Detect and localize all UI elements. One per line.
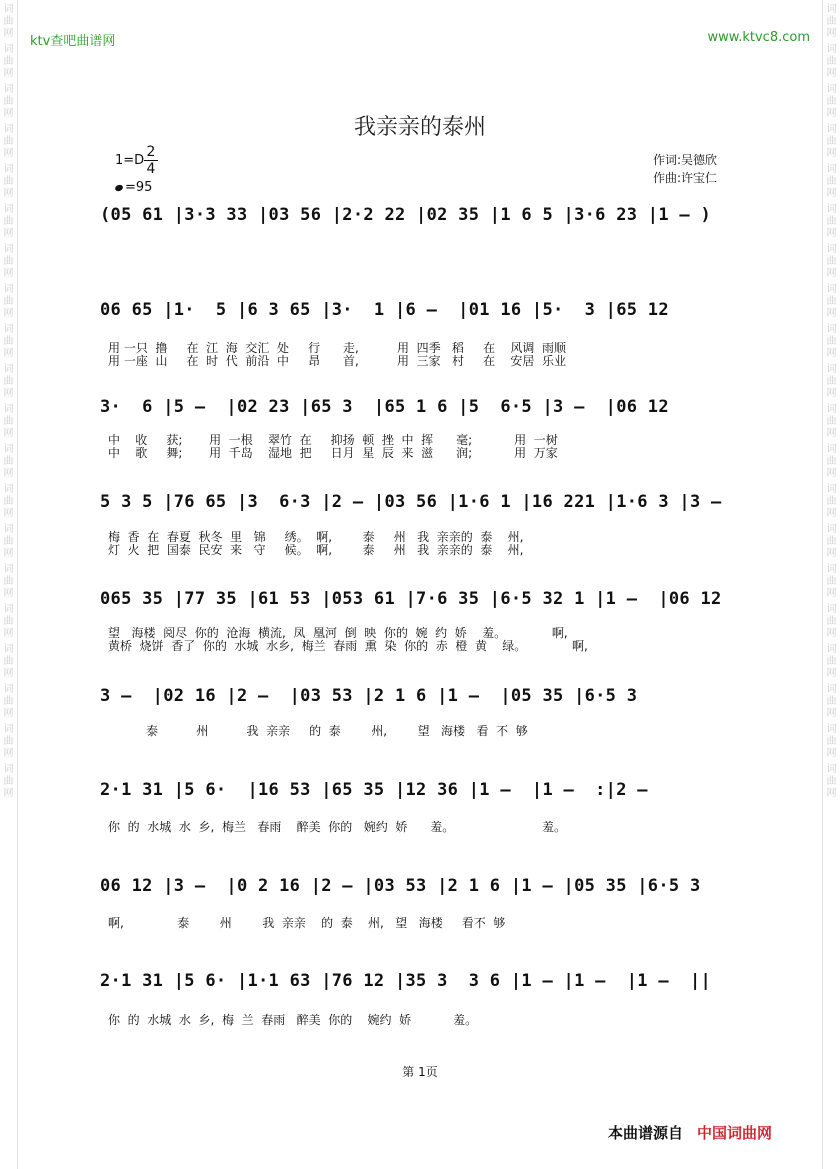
tempo-marking bbox=[115, 180, 152, 195]
song-title: 我亲亲的泰州 bbox=[353, 115, 486, 140]
watermark-text: 词曲网 bbox=[3, 484, 14, 519]
watermark-text: 词曲网 bbox=[826, 764, 837, 799]
score-line-notes: 06 12 |3 – |0 2 16 |2 – |03 53 |2 1 6 |1 – |05 35 |6·5 3 bbox=[100, 876, 701, 896]
watermark-text: 词曲网 bbox=[826, 524, 837, 559]
watermark-text: 词曲网 bbox=[3, 524, 14, 559]
lyric-line: 梅 香 在 春夏 秋冬 里 锦 绣。 啊, 泰 州 我 亲亲的 泰 州, bbox=[108, 530, 524, 544]
source-label: 本曲谱源自 bbox=[608, 1124, 684, 1142]
watermark-text: 词曲网 bbox=[3, 44, 14, 79]
watermark-text: 词曲网 bbox=[3, 724, 14, 759]
source-credit bbox=[608, 1122, 772, 1143]
source-site-right[interactable]: www.ktvc8.com bbox=[707, 30, 810, 45]
left-watermark-strip bbox=[0, 0, 18, 1169]
score-line-notes: 06 65 |1· 5 |6 3 65 |3· 1 |6 – |01 16 |5· 3 |65 12 bbox=[100, 300, 669, 320]
watermark-text: 词曲网 bbox=[3, 564, 14, 599]
watermark-text: 词曲网 bbox=[826, 404, 837, 439]
watermark-text: 词曲网 bbox=[826, 124, 837, 159]
watermark-text: 词曲网 bbox=[3, 604, 14, 639]
lyric-line: 灯 火 把 国泰 民安 来 守 候。 啊, 泰 州 我 亲亲的 泰 州, bbox=[108, 543, 524, 557]
source-site-left[interactable]: ktv查吧曲谱网 bbox=[30, 34, 116, 49]
score-line-notes: 3· 6 |5 – |02 23 |65 3 |65 1 6 |5 6·5 |3 – |06 12 bbox=[100, 397, 669, 417]
watermark-text: 词曲网 bbox=[826, 604, 837, 639]
watermark-text: 词曲网 bbox=[826, 444, 837, 479]
watermark-text: 词曲网 bbox=[3, 244, 14, 279]
lyric-line: 中 歌 舞; 用 千岛 湿地 把 日月 星 辰 来 滋 润; 用 万家 bbox=[108, 446, 558, 460]
lyric-line: 用 一座 山 在 时 代 前沿 中 昂 首, 用 三家 村 在 安居 乐业 bbox=[108, 354, 566, 368]
lyric-line: 望 海楼 阅尽 你的 沧海 横流, 凤 凰河 倒 映 你的 婉 约 娇 羞。 啊, bbox=[108, 626, 568, 640]
watermark-text: 词曲网 bbox=[3, 444, 14, 479]
watermark-text: 词曲网 bbox=[826, 4, 837, 39]
watermark-text: 词曲网 bbox=[826, 284, 837, 319]
right-watermark-strip bbox=[822, 0, 840, 1169]
lyric-line: 啊, 泰 州 我 亲亲 的 泰 州, 望 海楼 看不 够 bbox=[108, 916, 506, 930]
watermark-text: 词曲网 bbox=[826, 564, 837, 599]
watermark-text: 词曲网 bbox=[826, 324, 837, 359]
watermark-text: 词曲网 bbox=[3, 324, 14, 359]
key-signature: 1=D bbox=[115, 153, 145, 168]
lyric-line: 用 一只 撸 在 江 海 交汇 处 行 走, 用 四季 稻 在 风调 雨顺 bbox=[108, 341, 566, 355]
meter-top: 2 bbox=[146, 144, 156, 160]
score-line-notes: (05 61 |3·3 33 |03 56 |2·2 22 |02 35 |1 6 5 |3·6 23 |1 – ) bbox=[100, 205, 712, 225]
score-line-notes: 2·1 31 |5 6· |16 53 |65 35 |12 36 |1 – |1 – :|2 – bbox=[100, 780, 648, 800]
source-name[interactable]: 中国词曲网 bbox=[697, 1124, 773, 1142]
watermark-text: 词曲网 bbox=[826, 644, 837, 679]
time-signature bbox=[144, 144, 158, 177]
score-line-notes: 065 35 |77 35 |61 53 |053 61 |7·6 35 |6·5 32 1 |1 – |06 12 bbox=[100, 589, 722, 609]
watermark-text: 词曲网 bbox=[3, 4, 14, 39]
watermark-text: 词曲网 bbox=[3, 644, 14, 679]
watermark-text: 词曲网 bbox=[3, 204, 14, 239]
score-line-notes: 3 – |02 16 |2 – |03 53 |2 1 6 |1 – |05 35 |6·5 3 bbox=[100, 686, 638, 706]
watermark-text: 词曲网 bbox=[826, 44, 837, 79]
lyricist: 作词:吴德欣 bbox=[653, 153, 718, 167]
watermark-text: 词曲网 bbox=[826, 484, 837, 519]
lyric-line: 泰 州 我 亲亲 的 泰 州, 望 海楼 看 不 够 bbox=[108, 724, 528, 738]
page-number: 第 1页 bbox=[402, 1065, 438, 1079]
lyric-line: 你 的 水城 水 乡, 梅兰 春雨 醉美 你的 婉约 娇 羞。 羞。 bbox=[108, 820, 566, 834]
lyric-line: 黄桥 烧饼 香了 你的 水城 水乡, 梅兰 春雨 熏 染 你的 赤 橙 黄 绿。 啊, bbox=[108, 639, 588, 653]
tempo-value: =95 bbox=[125, 180, 153, 195]
watermark-text: 词曲网 bbox=[826, 684, 837, 719]
watermark-text: 词曲网 bbox=[3, 284, 14, 319]
watermark-text: 词曲网 bbox=[826, 84, 837, 119]
watermark-text: 词曲网 bbox=[3, 764, 14, 799]
watermark-text: 词曲网 bbox=[3, 124, 14, 159]
lyric-line: 你 的 水城 水 乡, 梅 兰 春雨 醉美 你的 婉约 娇 羞。 bbox=[108, 1013, 478, 1027]
watermark-text: 词曲网 bbox=[826, 204, 837, 239]
watermark-text: 词曲网 bbox=[826, 164, 837, 199]
meter-bottom: 4 bbox=[146, 161, 156, 177]
watermark-text: 词曲网 bbox=[826, 364, 837, 399]
watermark-text: 词曲网 bbox=[826, 244, 837, 279]
score-line-notes: 5 3 5 |76 65 |3 6·3 |2 – |03 56 |1·6 1 |16 221 |1·6 3 |3 – bbox=[100, 492, 722, 512]
composer: 作曲:许宝仁 bbox=[653, 171, 718, 185]
watermark-text: 词曲网 bbox=[3, 684, 14, 719]
watermark-text: 词曲网 bbox=[826, 724, 837, 759]
watermark-text: 词曲网 bbox=[3, 364, 14, 399]
quarter-note-icon bbox=[114, 183, 124, 191]
watermark-text: 词曲网 bbox=[3, 164, 14, 199]
watermark-text: 词曲网 bbox=[3, 404, 14, 439]
score-line-notes: 2·1 31 |5 6· |1·1 63 |76 12 |35 3 3 6 |1 – |1 – |1 – || bbox=[100, 971, 712, 991]
lyric-line: 中 收 获; 用 一根 翠竹 在 抑扬 顿 挫 中 挥 毫; 用 一树 bbox=[108, 433, 558, 447]
credits bbox=[653, 151, 717, 187]
watermark-text: 词曲网 bbox=[3, 84, 14, 119]
